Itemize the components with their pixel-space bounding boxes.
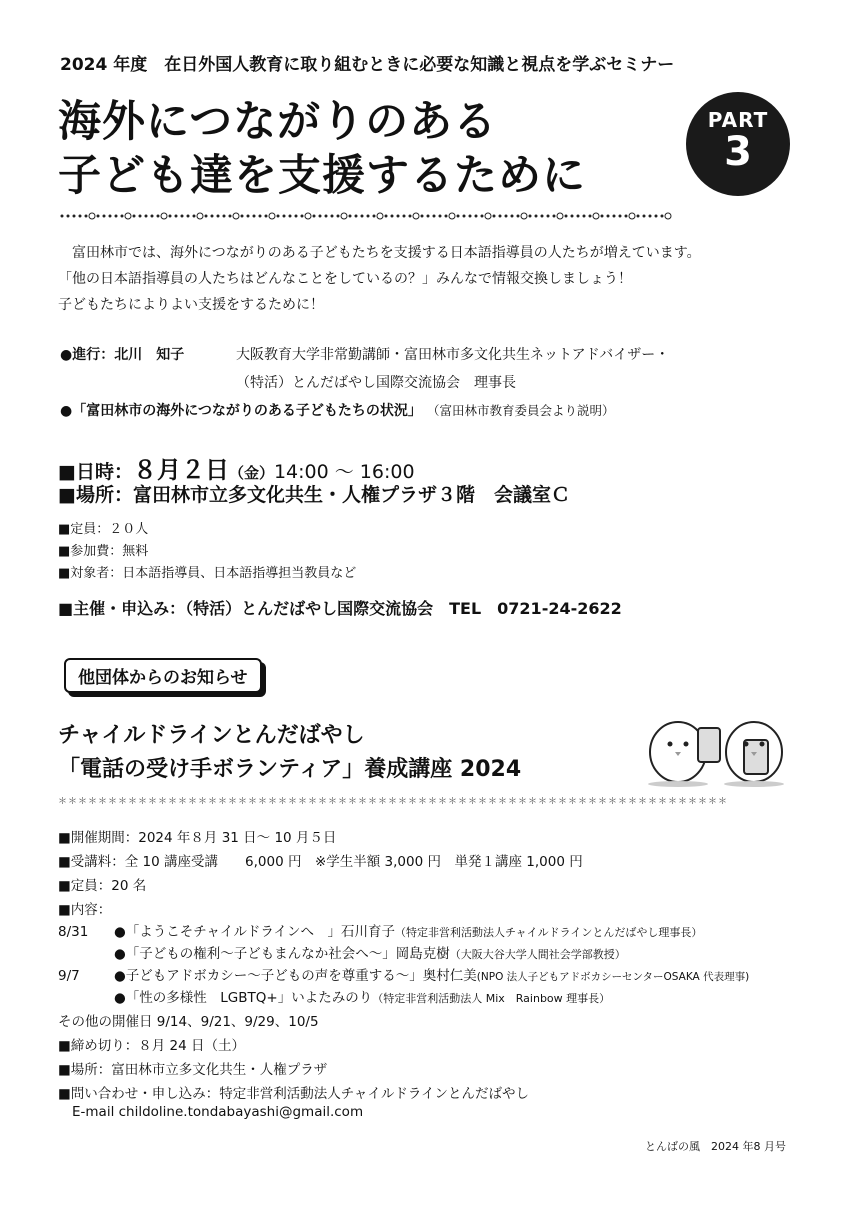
footer-issue: とんばの風 2024 年8 月号 [645,1140,786,1153]
session-note: （大阪大谷大学人間社会学部教授） [449,948,626,961]
other-dates: その他の開催日 9/14、9/21、9/29、10/5 [58,1014,319,1030]
course-contact: ■問い合わせ・申し込み：特定非営利活動法人チャイルドラインとんだばやし [58,1086,529,1102]
session-row [58,942,626,962]
course-capacity: ■定員：20 名 [58,878,147,894]
main-title-line1: 海外につながりのある [58,97,498,147]
session-row [58,986,610,1006]
report-note: （富田林市教育委員会より説明） [427,403,615,418]
notice-title-line2: 「電話の受け手ボランティア」養成講座 2024 [58,757,522,782]
session-note: （特定非営利活動法人 Mix Rainbow 理事長） [372,992,611,1005]
seminar-series-title: 2024 年度 在日外国人教育に取り組むときに必要な知識と視点を学ぶセミナー [60,55,675,75]
part-label: PART [707,108,769,132]
session-note: （特定非営利活動法人チャイルドラインとんだばやし理事長） [394,926,703,939]
session-text: ●「ようこそチャイルドラインへ 」石川育子 [114,924,395,940]
intro-line: 子どもたちによりよい支援をするために！ [58,297,324,313]
dotted-divider [58,210,678,222]
course-place: ■場所：富田林市立多文化共生・人権プラザ [58,1062,328,1078]
star-divider: ＊＊＊＊＊＊＊＊＊＊＊＊＊＊＊＊＊＊＊＊＊＊＊＊＊＊＊＊＊＊＊＊＊＊＊＊＊＊＊＊＊＊＊＊＊＊＊＊＊＊＊＊＊＊＊＊＊＊＊＊＊＊＊＊＊＊＊ [58,797,729,807]
session-date: 9/7 [58,968,80,984]
intro-line: 「他の日本語指導員の人たちはどんなことをしているの？」みんなで情報交換しましょう！ [58,271,632,287]
date-value: ８月２日 [132,456,229,484]
session-note: (NPO 法人子どもアドボカシーセンターOSAKA 代表理事) [476,971,750,983]
facilitator-role-2: （特活）とんだばやし国際交流協会 理事長 [236,375,516,391]
intro-line: 富田林市では、海外につながりのある子どもたちを支援する日本語指導員の人たちが増えています。 [72,245,701,261]
part-number: 3 [724,129,752,175]
intro-text [58,240,701,318]
main-title-line2: 子ども達を支援するために [58,151,586,201]
date-weekday: （金） [228,464,274,482]
part-badge [686,92,790,196]
session-date: 8/31 [58,924,89,940]
facilitator-role-1: 大阪教育大学非常勤講師・富田林市多文化共生ネットアドバイザー・ [236,347,670,363]
date-label: ■日時： [58,461,133,483]
session-text: ●「子どもの権利～子どもまんなか社会へ～」岡島克樹 [114,946,450,962]
notice-title-line1: チャイルドラインとんだばやし [58,723,365,748]
notice-badge: 他団体からのお知らせ [64,658,262,693]
facilitator-label: ●進行：北川 知子 [60,347,185,363]
course-fee: ■受講料：全 10 講座受講 6,000 円 ※学生半額 3,000 円 単発１講座 1,000 円 [58,854,583,870]
chick-illustration [636,700,796,788]
session-row [58,920,702,940]
session-row [58,964,749,984]
course-period: ■開催期間：2024 年８月 31 日～ 10 月５日 [58,830,337,846]
contact-email[interactable]: E-mail childoline.tondabayashi@gmail.com [72,1104,364,1120]
event-place: ■場所：富田林市立多文化共生・人権プラザ３階 会議室Ｃ [58,484,570,506]
organizer-contact: ■主催・申込み：（特活）とんだばやし国際交流協会 TEL 0721-24-2622 [58,599,622,618]
session-text: ●「性の多様性 LGBTQ+」いよたみのり [114,990,373,1006]
audience: ■対象者：日本語指導員、日本語指導担当教員など [58,566,357,581]
fee: ■参加費：無料 [58,544,149,559]
session-text: ●子どもアドボカシー～子どもの声を尊重する～」奥村仁美 [114,968,477,984]
report-label: ●「富田林市の海外につながりのある子どもたちの状況」 [60,403,422,419]
capacity: ■定員：２０人 [58,522,149,537]
report-item [60,400,615,420]
deadline: ■締め切り：８月 24 日（土） [58,1038,246,1054]
event-time: 14:00 ～ 16:00 [273,461,415,483]
course-content-label: ■内容： [58,902,112,918]
